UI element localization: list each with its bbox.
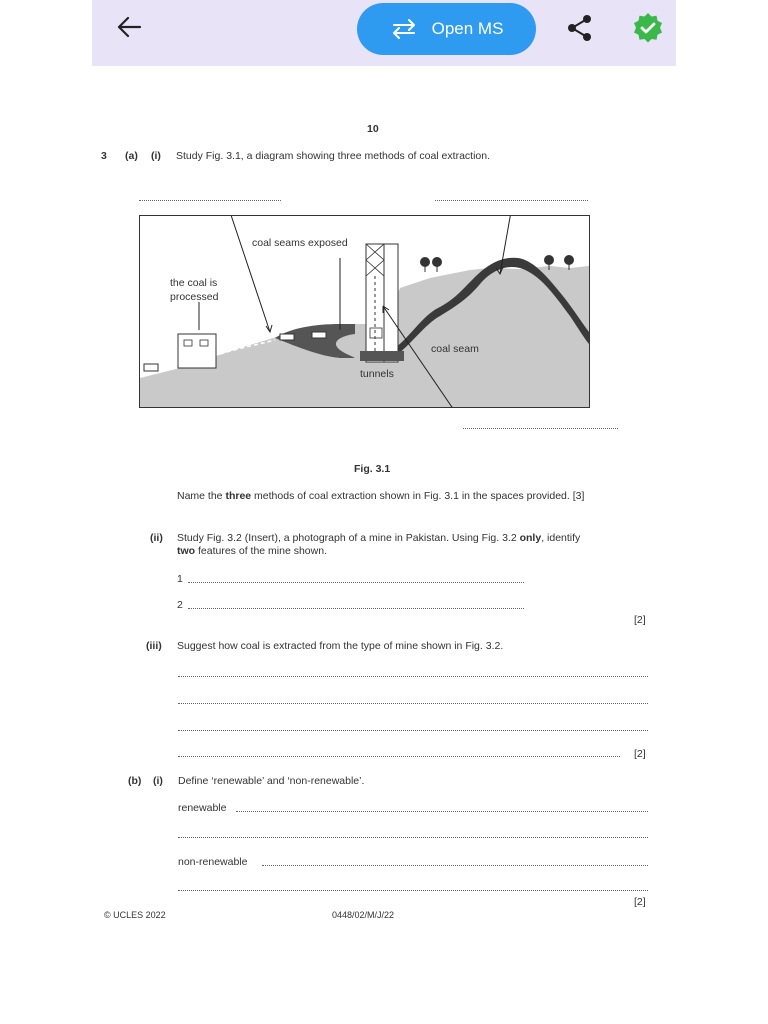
part-a-iii-text: Suggest how coal is extracted from the type of mine shown in Fig. 3.2. — [177, 640, 504, 652]
part-b-i-text: Define ‘renewable’ and ‘non-renewable’. — [178, 775, 365, 787]
answer-number-2: 2 — [177, 599, 183, 611]
instruction-text: methods of coal extraction shown in Fig. 3.1 in the spaces provided. [3] — [251, 490, 585, 502]
label-tunnels: tunnels — [360, 368, 394, 380]
part-a-i-text: Study Fig. 3.1, a diagram showing three methods of coal extraction. — [176, 150, 491, 162]
instruction-text: Name the — [177, 490, 226, 502]
answer-line[interactable] — [139, 200, 281, 201]
part-a-ii-text-line1 — [177, 532, 580, 544]
answer-line[interactable] — [262, 865, 648, 866]
instruction-bold: only — [519, 532, 542, 544]
answer-line[interactable] — [236, 811, 648, 812]
answer-line[interactable] — [178, 837, 648, 838]
label-coal-seams-exposed: coal seams exposed — [252, 237, 348, 249]
answer-line[interactable] — [188, 608, 524, 609]
instruction-text: features of the mine shown. — [195, 545, 327, 557]
renewable-label: renewable — [178, 802, 227, 814]
instruction-text: Study Fig. 3.2 (Insert), a photograph of a mine in Pakistan. Using Fig. 3.2 — [177, 532, 520, 544]
answer-line[interactable] — [178, 756, 620, 757]
instruction-bold: two — [177, 545, 196, 557]
answer-number-1: 1 — [177, 573, 183, 585]
label-coal-seam: coal seam — [431, 343, 479, 355]
label-coal-processed-line2: processed — [170, 291, 219, 303]
instruction-bold: three — [225, 490, 252, 502]
open-ms-label: Open MS — [431, 19, 504, 38]
answer-line[interactable] — [463, 428, 618, 429]
part-a-label: (a) — [125, 150, 138, 162]
question-number: 3 — [101, 150, 107, 162]
answer-line[interactable] — [188, 582, 524, 583]
part-b-i-label: (i) — [153, 775, 163, 787]
part-a-ii-text-line2 — [177, 545, 327, 557]
part-b-label: (b) — [128, 775, 142, 787]
marks-b-i: [2] — [634, 896, 646, 908]
label-coal-processed-line1: the coal is — [170, 277, 218, 289]
footer-copyright: © UCLES 2022 — [104, 910, 166, 920]
instruction-text: , identify — [541, 532, 581, 544]
part-a-ii-label: (ii) — [150, 532, 163, 544]
page-number: 10 — [367, 123, 379, 135]
figure-3-1 — [139, 215, 590, 408]
answer-line[interactable] — [178, 890, 648, 891]
answer-line[interactable] — [178, 703, 648, 704]
answer-line[interactable] — [178, 730, 648, 731]
figure-caption: Fig. 3.1 — [354, 463, 391, 475]
marks-a-ii: [2] — [634, 614, 646, 626]
marks-a-iii: [2] — [634, 748, 646, 760]
answer-line[interactable] — [178, 676, 648, 677]
footer-paper-code: 0448/02/M/J/22 — [332, 910, 395, 920]
non-renewable-label: non-renewable — [178, 856, 248, 868]
name-three-instruction — [177, 490, 584, 502]
answer-line[interactable] — [435, 200, 588, 201]
part-a-i-label: (i) — [151, 150, 161, 162]
part-a-iii-label: (iii) — [146, 640, 162, 652]
